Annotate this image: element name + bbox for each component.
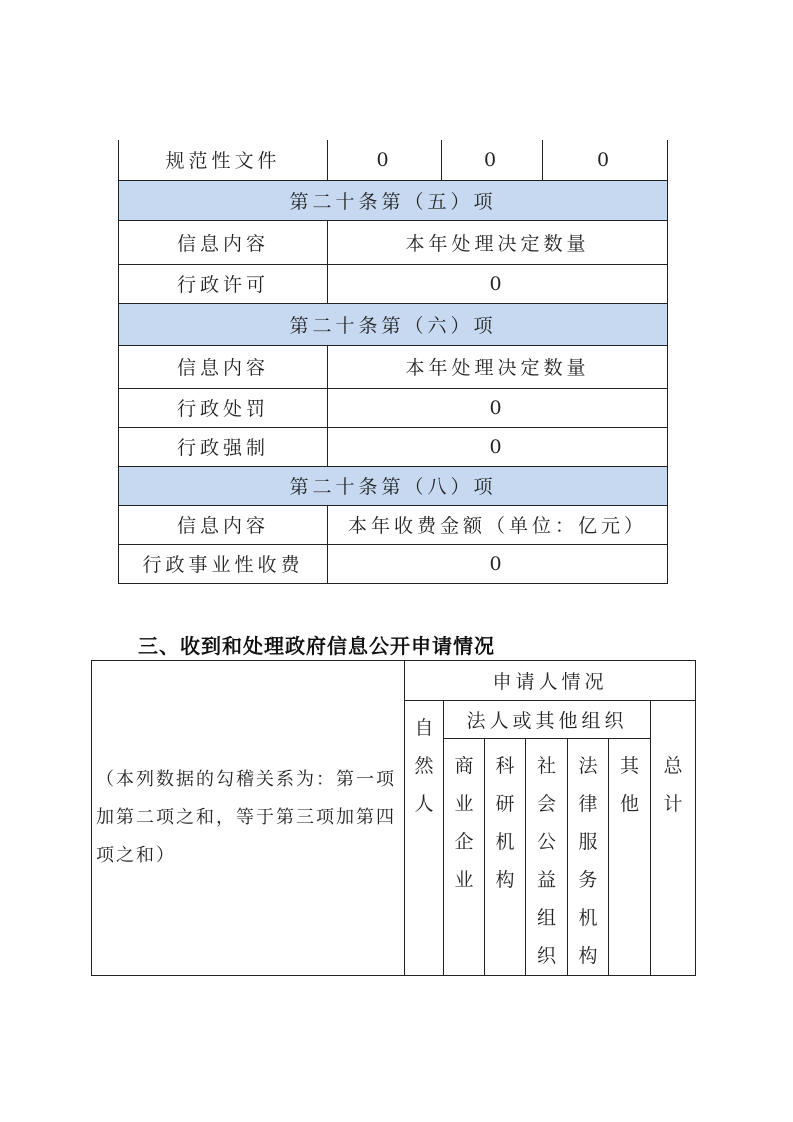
table-row [119,544,668,583]
column-label-char: 自 [414,717,434,739]
section-title: 三、收到和处理政府信息公开申请情况 [138,634,495,658]
table-row [119,140,668,180]
column-label-char: 科 [495,755,515,777]
column-label-char: 构 [578,945,598,967]
cell-value: 0 [442,140,543,180]
column-label-char: 社 [536,755,556,777]
column-label-char: 公 [536,831,556,853]
legal-org-header: 法人或其他组织 [444,701,651,739]
row-label: 行政许可 [119,264,328,303]
row-label: 行政强制 [119,427,328,466]
column-label-char: 律 [578,793,598,815]
table-row [119,427,668,466]
column-label-char: 组 [536,907,556,929]
cell-value: 0 [543,140,668,180]
section-header-row [119,180,668,220]
row-label: 行政处罚 [119,388,328,427]
column-label-char: 服 [578,831,598,853]
row-label: 信息内容 [119,345,328,388]
table-row [119,388,668,427]
col-other [609,739,651,976]
section-header: 第二十条第（八）项 [119,466,668,505]
column-label-char: 他 [619,793,639,815]
table-row [119,345,668,388]
column-label-char: 益 [536,869,556,891]
col-commercial [444,739,485,976]
column-label-char: 人 [414,793,434,815]
column-label-char: 法 [578,755,598,777]
column-label-char: 会 [536,793,556,815]
column-label-char: 织 [536,945,556,967]
section-header: 第二十条第（五）项 [119,180,668,220]
table-row [119,264,668,303]
requests-table [91,660,696,976]
column-label-char: 企 [454,831,474,853]
column-label-char: 研 [495,793,515,815]
column-label-char: 总 [663,755,683,777]
row-label: 行政事业性收费 [119,544,328,583]
column-label-char: 商 [454,755,474,777]
column-label-char: 业 [454,793,474,815]
column-label-char: 机 [578,907,598,929]
row-label: 规范性文件 [119,140,328,180]
cell-value: 0 [328,264,668,303]
cell-value: 0 [328,427,668,466]
row-label: 信息内容 [119,220,328,264]
column-label-char: 业 [454,869,474,891]
row-label: 信息内容 [119,505,328,544]
column-label-char: 机 [495,831,515,853]
col-social [526,739,568,976]
column-label-char: 然 [414,755,434,777]
section-header-row [119,466,668,505]
relation-description: （本列数据的勾稽关系为：第一项加第二项之和，等于第三项加第四项之和） [92,661,405,976]
col-natural [405,701,444,976]
table-row [119,505,668,544]
column-label-char: 其 [619,755,639,777]
cell-value: 0 [328,140,442,180]
column-label-char: 务 [578,869,598,891]
cell-value: 0 [328,388,668,427]
cell-value: 本年收费金额（单位：亿元） [328,505,668,544]
table-row [119,220,668,264]
column-label-char: 计 [663,793,683,815]
applicant-header: 申请人情况 [405,661,696,701]
col-research [485,739,526,976]
section-header-row [119,303,668,345]
cell-value: 本年处理决定数量 [328,220,668,264]
column-label-char: 构 [495,869,515,891]
cell-value: 0 [328,544,668,583]
administrative-actions-table [118,140,668,584]
section-header: 第二十条第（六）项 [119,303,668,345]
cell-value: 本年处理决定数量 [328,345,668,388]
col-total [651,701,696,976]
col-legal-service [568,739,609,976]
